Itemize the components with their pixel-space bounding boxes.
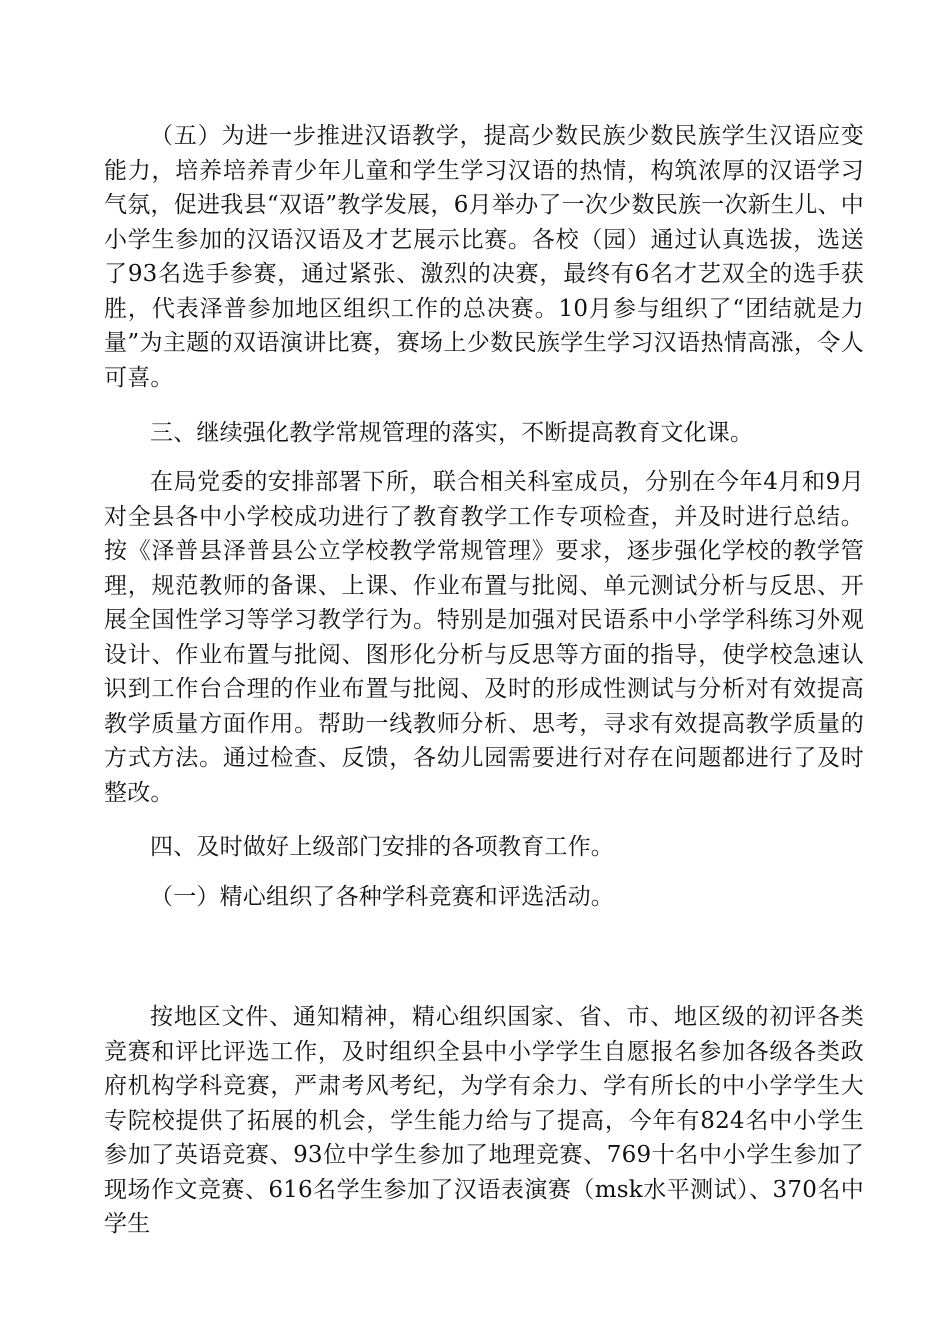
paragraph-subject-competitions: 按地区文件、通知精神，精心组织国家、省、市、地区级的初评各类竞赛和评比评选工作，及时组织全县中小学学生自愿报名参加各级各类政府机构学科竞赛，严肃考风考纪，为学有余力、学有所长的中小学学生大专院校提供了拓展的机会，学生能力给与了提高，今年有824名中小学生参加了英语竞赛、93位中学生参加了地理竞赛、769十名中小学生参加了现场作文竞赛、616名学生参加了汉语表演赛（msk水平测试）、370名中学生 xyxy=(104,1004,864,1237)
paragraph-bilingual-competition: （五）为进一步推进汉语教学，提高少数民族少数民族学生汉语应变能力，培养培养青少年儿童和学生学习汉语的热情，构筑浓厚的汉语学习气氛，促进我县“双语”教学发展，6月举办了一次少数民族一次新生儿、中小学生参加的汉语汉语及才艺展示比赛。各校（园）通过认真选拔，选送了93名选手参赛，通过紧张、激烈的决赛，最终有6名才艺双全的选手获胜，代表泽普参加地区组织工作的总决赛。10月参与组织了“团结就是力量”为主题的双语演讲比赛，赛场上少数民族学生学习汉语热情高涨，令人可喜。 xyxy=(104,123,864,391)
heading-section-four: 四、及时做好上级部门安排的各项教育工作。 xyxy=(150,834,614,860)
heading-section-three: 三、继续强化教学常规管理的落实，不断提高教育文化课。 xyxy=(150,420,754,446)
subheading-competitions: （一）精心组织了各种学科竞赛和评选活动。 xyxy=(150,884,614,910)
paragraph-teaching-inspection: 在局党委的安排部署下所，联合相关科室成员，分别在今年4月和9月对全县各中小学校成功进行了教育教学工作专项检查，并及时进行总结。按《泽普县泽普县公立学校教学常规管理》要求，逐步强化学校的教学管理，规范教师的备课、上课、作业布置与批阅、单元测试分析与反思、开展全国性学习等学习教学行为。特别是加强对民语系中小学学科练习外观设计、作业布置与批阅、图形化分析与反思等方面的指导，使学校急速认识到工作台合理的作业布置与批阅、及时的形成性测试与分析对有效提高教学质量方面作用。帮助一线教师分析、思考，寻求有效提高教学质量的方式方法。通过检查、反馈，各幼儿园需要进行对存在问题都进行了及时整改。 xyxy=(104,469,864,806)
